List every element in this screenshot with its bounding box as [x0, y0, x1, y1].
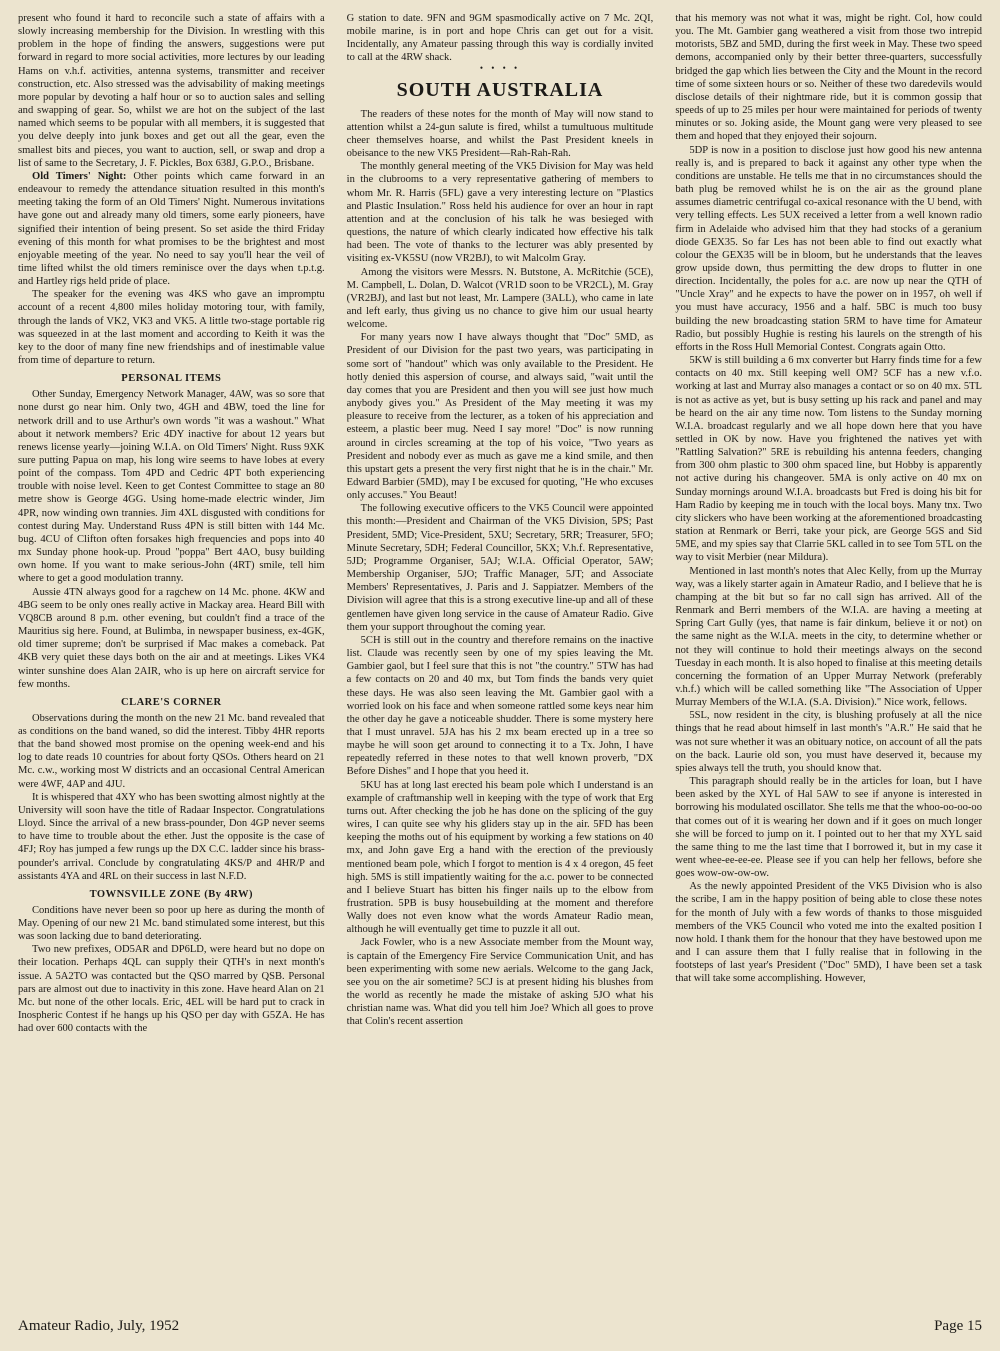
paragraph	[18, 943, 325, 1035]
section-heading: TOWNSVILLE ZONE (By 4RW)	[89, 888, 254, 900]
paragraph	[18, 712, 325, 791]
paragraph	[675, 354, 982, 565]
paragraph-text: 5DP is now in a position to disclose just how good his new antenna really is, and is prepared to back it against any other type when the conditions are unstable. He tells me that in no circumstances should the bath plug be removed whilst he is on the air as the ground plane assumes diametric centrifugal co-axical resonance with the U bend, with very telling effects. Les 5UX received a letter from a well known radio firm in Adelaide who advised him that they had stocks of a geranium diode GEX35. So far Les has not been able to find out exactly what colour the GEX35 will be in bloom, but he understands that the leaves grow upside down, thus permitting the dew drops to flutter in one direction. Incidentally, the poles for a.c. are now up near the QTH of "Uncle Xray" and he expects to have the power on in 1957, oh well if you must have accuracy, 1956 and a half. 5BC is much too busy building the new broadcasting station 5RM to have time for Amateur Radio, but possibly Hughie is resting his laurels on the strength of his efforts in the Ross Hull Memorial Contest. Congrats again Otto.	[675, 144, 982, 353]
paragraph-text: Conditions have never been so poor up here as during the month of May. Opening of our new 21 Mc. band stimulated some interest, but this was soon lacking due to band deteriorating.	[18, 904, 325, 943]
paragraph-text: that his memory was not what it was, might be right. Col, how could you. The Mt. Gambier gang weathered a visit from those two intrepid motorists, 5BZ and 5MD, during the first week in May. These two speed demons, accompanied only by their better three-quarters, successfully bridged the gap which lies between the City and the Mount in the record time of some sixteen hours or so. Neither of these two daredevils would disclose details of their nightmare ride, but it is common gossip that speeds of up to 25 miles per hour were maintained for periods of twenty minutes or so. Joking aside, the Mount gang were very pleased to see them and hoped that they enjoyed their sojourn.	[675, 13, 982, 143]
paragraph-text: Aussie 4TN always good for a ragchew on 14 Mc. phone. 4KW and 4BG seem to be only ones really active in Mackay area. Heard Bill with VQ8CB around 8 p.m. other evening, but couldn't find a trace of the Mauritius sig here. Found, at Bulimba, in newspaper business, ex-4GK, old timer supreme; don't be surprised if Mac makes a comeback. Pat 4KB very quiet these days both on the air and at meetings. Likes VK4 winter sunshine does Alan 2AIR, who is up here on aircraft service for few months.	[18, 586, 325, 690]
paragraph	[347, 160, 654, 265]
column-middle	[347, 12, 654, 1302]
paragraph	[18, 388, 325, 585]
section-heading: CLARE'S CORNER	[121, 696, 222, 708]
paragraph	[347, 108, 654, 161]
paragraph	[675, 144, 982, 355]
paragraph-text: The speaker for the evening was 4KS who gave an impromptu account of a recent 4,800 miles holiday motoring tour, with family, through the lands of VK2, VK3 and VK5. A little two-stage portable rig was squeezed in at the last moment and according to Keith it was the key to the door of many fine new friendships and of inestimable value from time of departure to return.	[18, 289, 325, 367]
paragraph	[347, 936, 654, 1028]
paragraph	[18, 12, 325, 170]
paragraph	[675, 12, 982, 144]
column-right	[675, 12, 982, 1302]
paragraph	[675, 709, 982, 775]
section-title: SOUTH AUSTRALIA	[396, 78, 604, 101]
paragraph	[675, 565, 982, 710]
paragraph	[675, 880, 982, 985]
paragraph-text: 5KU has at long last erected his beam pole which I understand is an example of craftmanship well in keeping with the type of work that Erg turns out. After checking the job he has done on the splicing of the guy wires, I can quite see why his gliders stay up in the air. 5FD has been keeping the moths out of his equipment by working a few stations on 40 mx, and John gave Erg a hand with the erection of the previously mentioned beam pole, which I forgot to mention is 4 x 4 oregon, 45 feet high. 5MS is still impatiently waiting for the a.c. power to be connected and I believe Stuart has bitten his finger nails up to the elbow from frustration. 5PB is busy housebuilding at the moment and therefore Wally does not even know what the words Amateur Radio mean, although he will eventually get time to puzzle it all out.	[346, 779, 654, 936]
paragraph-text: The following executive officers to the VK5 Council were appointed this month:—President and Chairman of the VK5 Division, 5PS; Past President, 5MD; Vice-President, 5XU; Secretary, 5RR; Treasurer, 5FO; Minute Secretary, 5DH; Federal Councillor, 5KX; V.h.f. Representative, 5JD; Programme Organiser, 5AJ; W.I.A. Official Operator, 5AW; Membership Organiser, 5JO; Traffic Manager, 5JT; and Associate Members' Representatives, J. Paris and J. Sappiatzer. Members of the Division will agree that this is a strong executive line-up and all of these gentlemen have given long service in the cause of Amateur Radio. Give them your support throughout the coming year.	[346, 503, 654, 633]
run-in-heading: Old Timers' Night:	[32, 170, 127, 182]
paragraph-text: Jack Fowler, who is a new Associate member from the Mount way, is captain of the Emergency Fire Service Communication Unit, and has been experimenting with some new aerials. Welcome to the gang Jack, see you on the air sometime? 5CJ is at present hiding his blushes from the world as recently he made the mistake of asking 5JO what his christian name was. What did you tell him Joe? Which all goes to prove that Colin's recent assertion	[346, 937, 654, 1028]
paragraph	[347, 12, 654, 65]
paragraph-text: 5CH is still out in the country and therefore remains on the inactive list. Claude was recently seen by one of my spies leaving the Mt. Gambier gaol, but I feel sure that this is not "the country." 5TW has had a few contacts on 20 and 40 mx, but Tom finds the bands very quiet these days. He was also seen leaving the Mt. Gambier gaol with a worried look on his face and when someone rattled some keys near him the other day he gave a noticeable shudder. There is some mystery here that I must unravel. 5JA has his 2 mx beam erected up in a tree so maybe he will soon get around to connecting it to a Tx. John, I have repeatedly referred in these notes to that well known proverb, "DX Before Dishes" and I hope that you heed it.	[346, 634, 654, 778]
paragraph	[675, 775, 982, 880]
paragraph-text: present who found it hard to reconcile such a state of affairs with a slowly increasing membership for the Division. In wrestling with this problem in the hope of finding the answers, suggestions were put forward in regard to more social activities, more lectures by our leading Hams on v.h.f. activities, antenna systems, transmitter and receiver construction, etc. Also stressed was the advisability of making meetings more popular by devoting a half hour or so to auction sales and selling and swapping of gear. So, whilst we are hot on the subject of the last named which seems to be popular with all members, it is suggested that you delve deeply into junk boxes and get out all the gear, even the smallest bits and pieces, you want to auction, sell, or swap and drop a list of same to the Secretary, J. F. Pickles, Box 638J, G.P.O., Brisbane.	[18, 13, 325, 169]
paragraph	[18, 170, 325, 288]
paragraph	[18, 791, 325, 883]
paragraph-text: As the newly appointed President of the VK5 Division who is also the scribe, I am in the happy position of being able to close these notes for the month of July with a few words of thanks to those misguided members of the VK5 Council who voted me into the exalted position I now hold. I thank them for the honour that they have bestowed upon me and I can assure them that I fully realise that in following in the footsteps of last year's President ("Doc" 5MD), I have been set a task that will take some accomplishing. However,	[675, 881, 982, 985]
paragraph-text: Two new prefixes, OD5AR and DP6LD, were heard but no dope on their location. Perhaps 4QL can supply their QTH's in next month's issue. A 5A2TO was contacted but the QSO marred by QSB. Personal pars are almost out due to inactivity in this zone. Have heard Alan on 21 Mc. but none of the other locals. Eric, 4EL will be hard put to crack in Inospheric Contest if he hangs up his QSO per day with G5ZA. He has had over 600 contacts with the	[18, 944, 325, 1035]
paragraph-text: This paragraph should really be in the articles for loan, but I have been asked by the XYL of Hal 5AW to see if anyone is interested in borrowing his modulated oscillator. She tells me that the whoo-oo-oo-oo that comes out of it is wearing her down and if it goes on much longer she will be forced to jump on it. I pointed out to her that my XYL said the same thing to me the last time that I borrowed it, but in my case it went whee-ee-ee-ee. Please see if you can help her fellows, before she goes wow-ow-ow-ow.	[675, 776, 982, 880]
paragraph-text: 5SL, now resident in the city, is blushing profusely at all the nice things that he read about himself in last month's "A.R." He said that he was not sure whether it was an obituary notice, on account of all the pats on the back. Laurie old son, you must have deserved it, because my spies always tell the truth, you should know that.	[675, 710, 982, 774]
paragraph	[18, 586, 325, 691]
paragraph-text: Other points which came forward in an endeavour to remedy the attendance situation resulted in this month's meeting taking the form of an Old Timers' Night. Numerous invitations have gone out and already many old timers, some early pioneers, have signified their intention of being present. So set aside the third Friday evening of this month for what promises to be the brightest and most enjoyable meeting of the year. No need to say you'll hear the veil of time lifted whilst the old timers reminisce over the days when t.p.t.g. and Hartley rigs held pride of place.	[18, 170, 325, 288]
paragraph-text: 5KW is still building a 6 mx converter but Harry finds time for a few contacts on 40 mx. Still keeping well OM? 5CF has a new v.f.o. working at last and Murray also manages a contact or so on 40 mx. 5TL is not as active as yet, but is busy setting up his rack and panel and may be heard on the air any time now. Tom listens to the Sunday morning W.I.A. broadcast regularly and we all hope down here that you have settled in OK by now. Have you frightened the natives yet with "Rattling Salvation?" 5RE is rebuilding his antenna feeders, changing from 300 ohm plastic to 300 ohm spaced line, but Hobby is apparently not active during his changeover. 5MA is only active on 40 mx on Sunday mornings around W.I.A. broadcasts but Fred is doing his bit for Ham Radio by keeping me in touch with the local boys. Many tnx. Two city slickers who have been working at the aforementioned broadcasting station at Renmark or Berri, take your pick, are George 5GS and Sid 5ME, and my spies say that Clarrie 5KL called in to see Tom 5TL on the way to visit Merbier (near Mildura).	[675, 355, 982, 564]
paragraph	[347, 634, 654, 779]
paragraph-text: Among the visitors were Messrs. N. Butstone, A. McRitchie (5CE), M. Campbell, L. Dolan, D. Walcot (VR1D soon to be VR2CL), M. Gray (VR2BJ), and last but not least, Mr. Lampere (3ALL), who came in late and left early, thus giving us no chance to give him our usual hearty welcome.	[346, 266, 654, 331]
paragraph-text: For many years now I have always thought that "Doc" 5MD, as President of our Division for the past two years, was participating in some sort of "handout" which was only available to the President. He hotly denied this aspersion of course, and always said, "wait until the day comes that you are President and then you will see just how much anybody gives you." As President of the May meeting it was my pleasure to receive from the lecturer, as a token of his appreciation and esteem, a plastic beer mug. Need I say more! "Doc" is now running around in circles screaming at the top of his voice, "Two years as President and nobody ever as much as gave me a kind smile, and then this upstart gets a present the very first night that he is in the chair." Mr. Edward Barbier (5MD), may I be excused for quoting, "He who excuses only accuses." You Beaut!	[346, 332, 654, 502]
paragraph	[347, 331, 654, 502]
section-separator: • • • •	[479, 62, 521, 73]
page-footer	[18, 1314, 982, 1338]
paragraph	[18, 904, 325, 943]
paragraph-text: The readers of these notes for the month of May will now stand to attention whilst a 24-gun salute is fired, whilst a tumultuous multitude cheer themselves hoarse, and whilst the Past President kneels in obeisance to the new VK5 President—Rah-Rah-Rah.	[346, 108, 654, 160]
paragraph	[347, 779, 654, 937]
paragraph-text: It is whispered that 4XY who has been swotting almost nightly at the University will soon have the title of Radaar Inspector. Congratulations Lloyd. Since the arrival of a new brass-pounder, Don 4GP never seems to have time to trouble about the ether. Just the opposite is the case of 4FJ; Roy has jumped a few rungs up the DX C.C. ladder since his brass-pounder's arrival. Conclude by congratulating 4KS/P and 4HR/P and assistants 4YA and 4RL on their success in last N.F.D.	[18, 791, 325, 882]
paragraph	[347, 266, 654, 332]
paragraph	[18, 288, 325, 367]
article-columns	[18, 12, 982, 1302]
paragraph-text: G station to date. 9FN and 9GM spasmodically active on 7 Mc. 2QI, mobile marine, is in port and hope Chris can get out for a visit. Incidentally, any Amateur passing through this way is cordially invited to call at the 4RW shack.	[346, 13, 654, 64]
section-heading: PERSONAL ITEMS	[121, 373, 222, 385]
paragraph	[347, 502, 654, 634]
paragraph-text: Observations during the month on the new 21 Mc. band revealed that as conditions on the band waned, so did the interest. Tibby 4HR reports that the band showed most promise on the opening week-end and his log to date reads 10 countries for about forty QSOs. Others heard on 21 Mc. c.w., working most W districts and an occasional Central American were 4WF, 4AP and 4JU.	[18, 712, 325, 790]
paragraph-text: Mentioned in last month's notes that Alec Kelly, from up the Murray way, was a likely starter again in Amateur Radio, and I believe that he is champing at the bit but so far no call sign has arrived. All of the Renmark and Berri members of the W.I.A. are having a meeting at Spring Cart Gully (yes, that name is fair dinkum, believe it or not) on the same night as the W.I.A. meets in the city, to determine whether or not they will continue to hold their meetings always on the second Tuesday in each month. It is also hoped to finalise at this meeting details concerning the formation of an Upper Murray Network (preferably v.h.f.) which will be called something like "The Association of Upper Murray Members of the W.I.A. (S.A. Division)." Nice work, fellows.	[675, 565, 982, 709]
page-number: Page 15	[934, 1317, 982, 1334]
footer-publication: Amateur Radio, July, 1952	[18, 1317, 180, 1334]
paragraph-text: Other Sunday, Emergency Network Manager, 4AW, was so sore that none durst go near him. Only two, 4GH and 4BW, toed the line for network drill and to use Arthur's own words "it was a washout." What about it network members? Eric 4DY inactive for about 12 years but renews license yearly—joining W.I.A. on Old Timers' Night. Russ 9XK sure putting Papua on map, his long wire seems to have lobes at every point of the compass. Tom 4PD and Cedric 4PT both experiencing trouble with noise level. Keen to get Contest Committee to stage an 80 metre show is George 4GG. Using home-made electric winder, Jim 4PR, now winding own trannies. Jim 4XL disgusted with conditions for contest during May. Understand Russ 4PN is still bitten with 144 Mc. bug. 4CU of Clifton often forsakes high frequencies and pops into 40 mx Sunday phone hook-up. Proud "poppa" Bert 4AO, busy building own home. If you want to make serious-John (4RT) smile, tell him where to get a good modulation tranny.	[18, 389, 325, 585]
column-left	[18, 12, 325, 1302]
paragraph-text: The monthly general meeting of the VK5 Division for May was held in the clubrooms to a very representative gathering of members to whom Mr. R. Harris (5FL) gave a very interesting lecture on "Plastics and Plastic Insulation." Ross held his audience for over an hour in rapt attention and at the conclusion of his talk he was besieged with questions, the nature of which clearly indicated how effective his talk had been. The vote of thanks to the lecturer was ably presented by visiting ex-VK5SU (now VR2BJ), to wit Malcolm Gray.	[346, 161, 654, 265]
